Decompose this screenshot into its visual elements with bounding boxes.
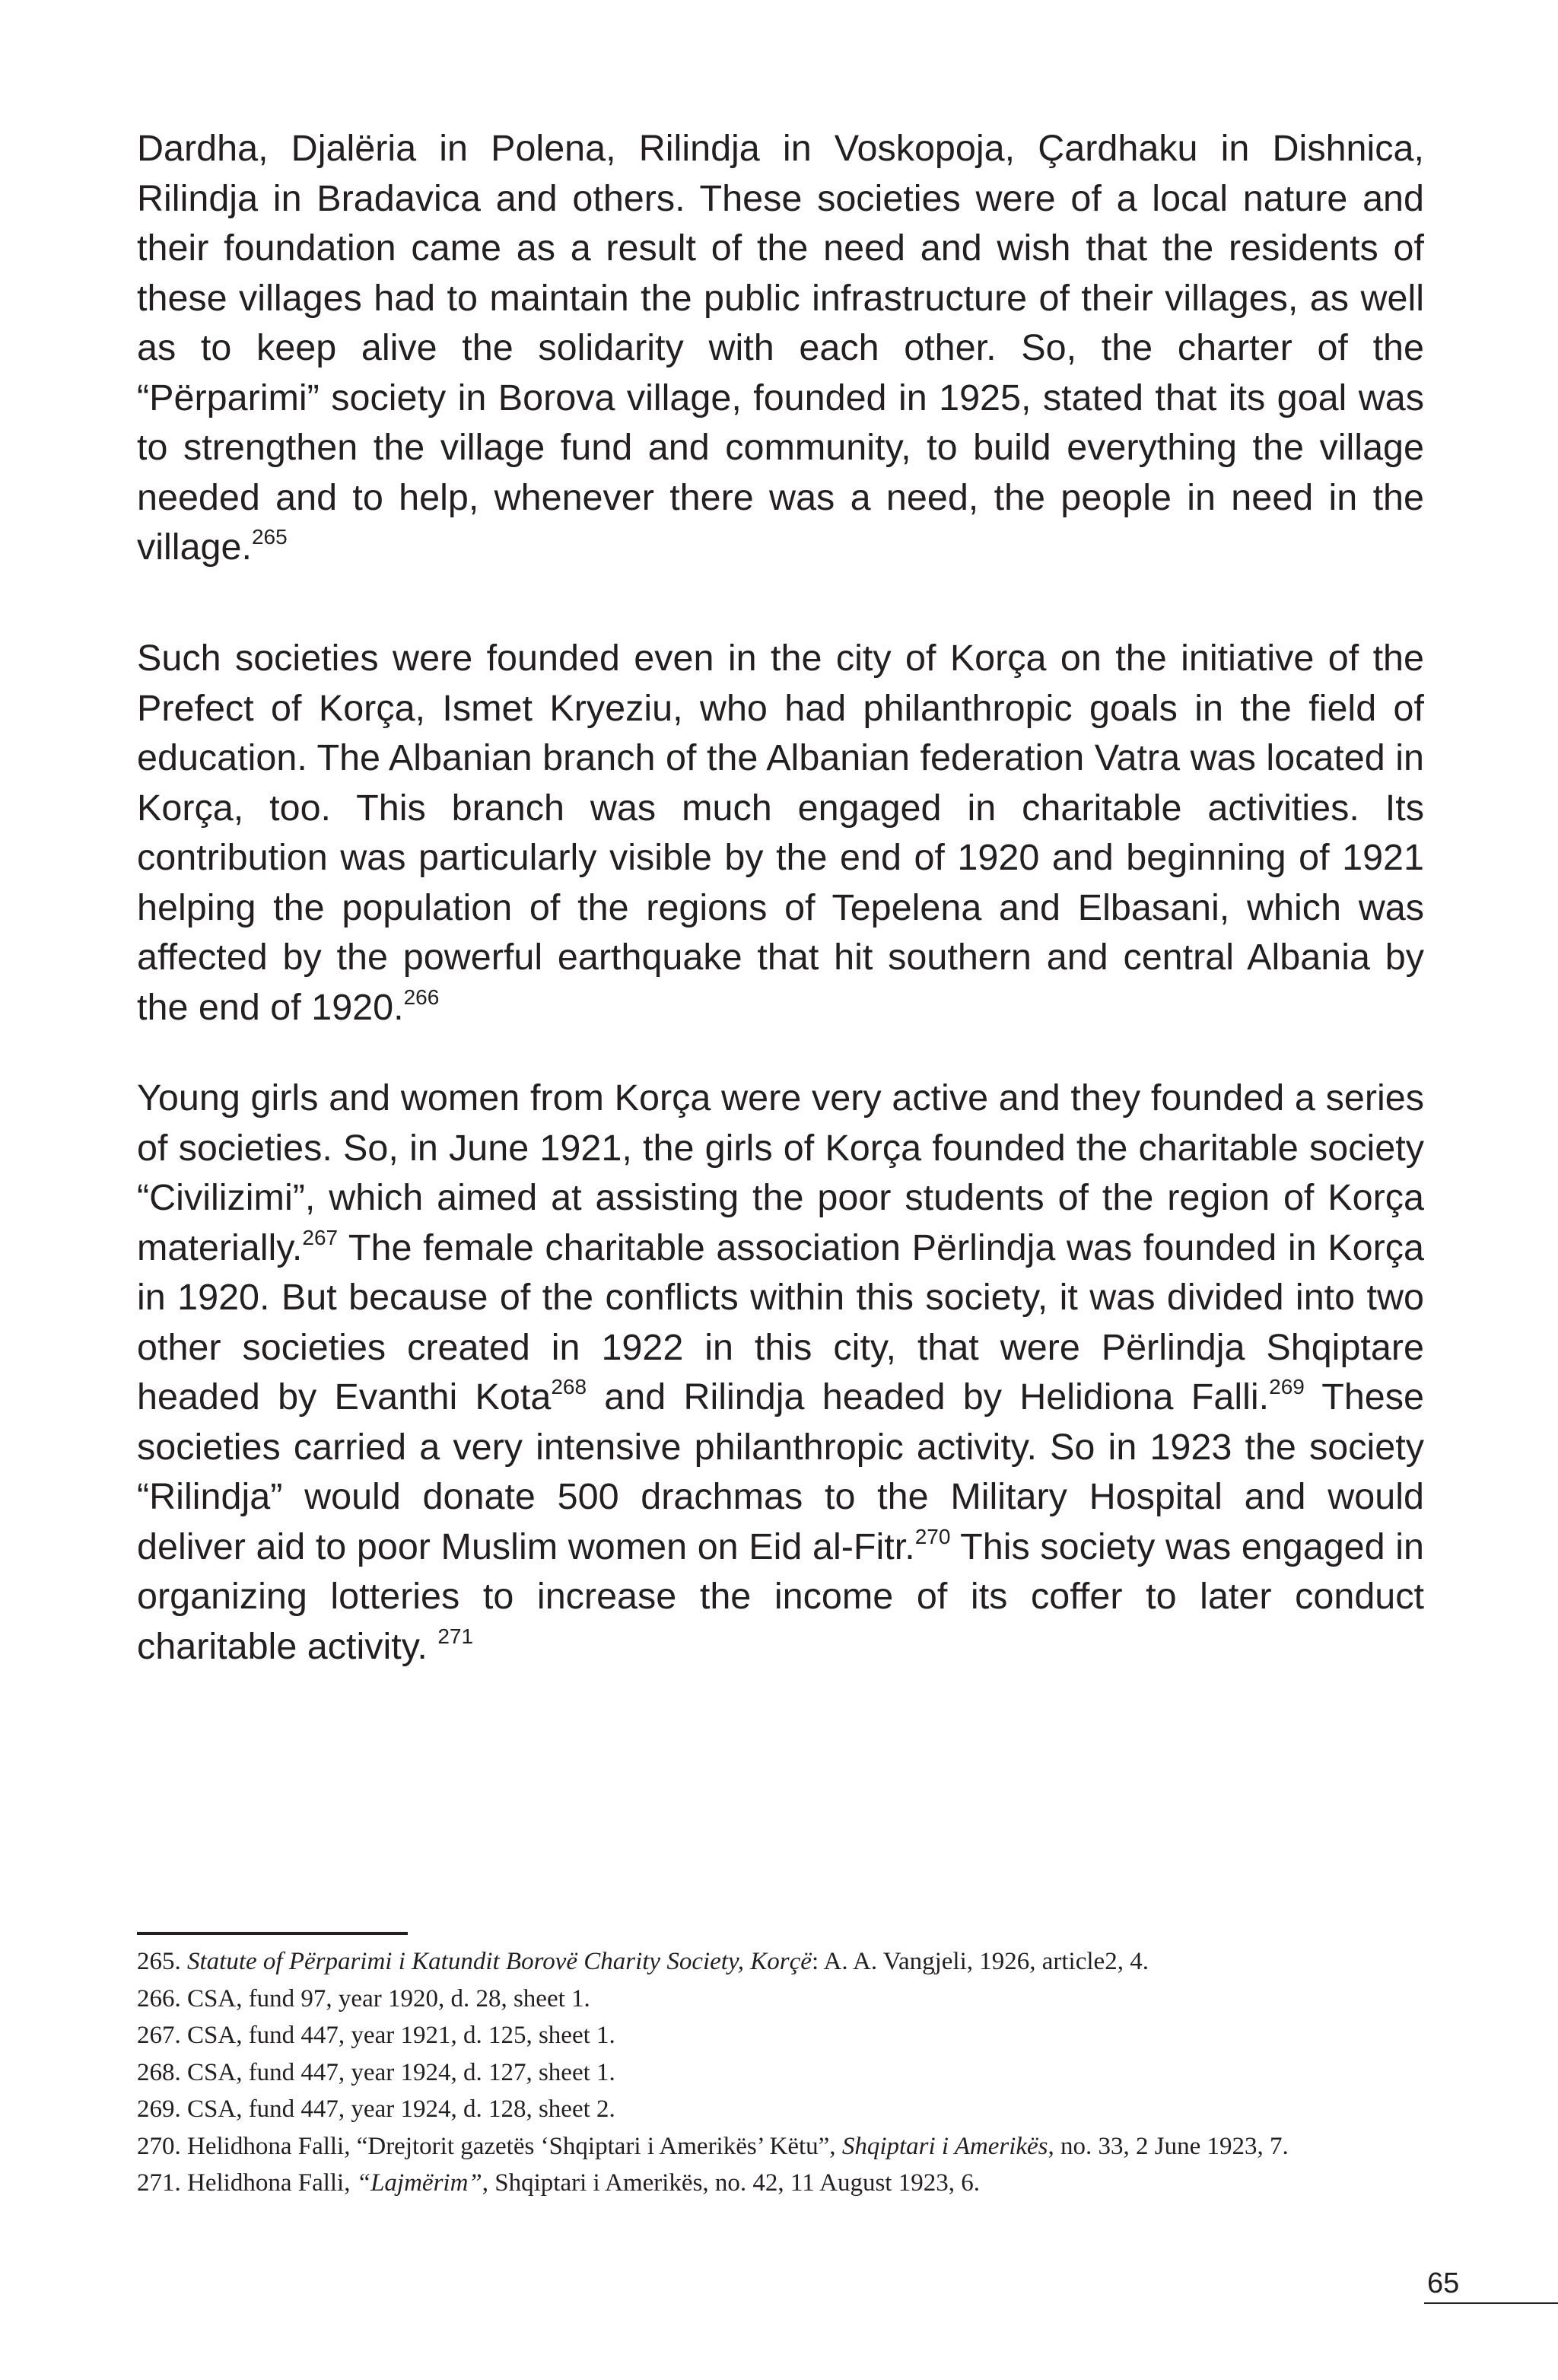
paragraph-segment: Young girls and women from Korça were very active and they founded a series of societies. So, in June 1921, the girls of Korça founded the charitable society “Civilizimi”, which aimed at assisting the poor students of the region of Korça materially. xyxy=(137,1077,1424,1268)
paragraph-segment: Such societies were founded even in the city of Korça on the initiative of the Prefect of Korça, Ismet Kryeziu, who had philanthropic goals in the field of education. The Albanian branch of the Albanian federation Vatra was located in Korça, too. This branch was much engaged in charitable activities. Its contribution was particularly visible by the end of 1920 and beginning of 1921 helping the population of the regions of Tepelena and Elbasani, which was affected by the powerful earthquake that hit southern and central Albania by the end of 1920. xyxy=(137,638,1424,1028)
footnote-reference: 269 xyxy=(1269,1375,1305,1398)
paragraph-segment: These societies carried a very intensive philanthropic activity. So in 1923 the society “Rilindja” would donate 500 drachmas to the Military Hospital and would deliver aid to poor Muslim women on Eid al-Fitr. xyxy=(137,1376,1425,1567)
footnote xyxy=(137,2128,1430,2165)
footnote-text: , no. 33, 2 June 1923, 7. xyxy=(1048,2132,1289,2160)
footnote-number: 268. xyxy=(137,2058,181,2086)
footnote-text: Statute of Përparimi i Katundit Borovë Charity Society, Korçë xyxy=(187,1948,812,1975)
page-number: 65 xyxy=(1427,2267,1460,2299)
footnote-text: Shqiptari i Amerikës xyxy=(841,2132,1048,2160)
footnote-text: CSA, fund 447, year 1924, d. 127, sheet 1. xyxy=(187,2058,615,2086)
page-number-rule xyxy=(1424,2302,1558,2304)
footnote xyxy=(137,2017,1430,2054)
footnote-number: 270. xyxy=(137,2132,181,2160)
paragraph-segment: Dardha, Djalëria in Polena, Rilindja in Voskopoja, Çardhaku in Dishnica, Rilindja in Bradavica and others. These societies were of a local nature and their foundation came as a result of the need and wish that the residents of these villages had to maintain the public infrastructure of their villages, as well as to keep alive the solidarity with each other. So, the charter of the “Përparimi” society in Borova village, founded in 1925, stated that its goal was to strengthen the village fund and community, to build everything the village needed and to help, whenever there was a need, the people in need in the village. xyxy=(137,128,1424,568)
footnote-text: CSA, fund 97, year 1920, d. 28, sheet 1. xyxy=(187,1984,590,2013)
paragraph-segment: This society was engaged in organizing lotteries to increase the income of its coffer to later conduct charitable activity. xyxy=(137,1526,1424,1667)
paragraph-text xyxy=(137,124,1424,573)
paragraph-segment: and Rilindja headed by Helidiona Falli. xyxy=(587,1376,1270,1418)
footnote-text: Helidhona Falli, xyxy=(187,2169,357,2197)
paragraph-text xyxy=(137,1074,1424,1672)
footnote xyxy=(137,2091,1430,2128)
footnote-reference: 266 xyxy=(403,985,440,1009)
footnote-reference: 265 xyxy=(251,525,288,549)
footnote-number: 271. xyxy=(137,2169,181,2197)
body-paragraph-2 xyxy=(137,634,1424,1032)
paragraph-text xyxy=(137,634,1424,1032)
footnote xyxy=(137,2054,1430,2092)
footnote-number: 265. xyxy=(137,1948,181,1975)
footnote-text: : A. A. Vangjeli, 1926, article2, 4. xyxy=(811,1948,1149,1975)
footnote-text: “Lajmërim” xyxy=(356,2169,482,2197)
footnotes xyxy=(137,1943,1430,2202)
body-paragraph-3 xyxy=(137,1074,1424,1672)
footnote-text: , Shqiptari i Amerikës, no. 42, 11 August 1923, 6. xyxy=(482,2169,980,2197)
footnote-reference: 268 xyxy=(551,1375,587,1398)
footnote-separator xyxy=(137,1932,408,1935)
footnote-reference: 267 xyxy=(302,1225,339,1249)
footnote xyxy=(137,1981,1430,2018)
footnote-number: 266. xyxy=(137,1984,181,2013)
body-paragraph-1 xyxy=(137,124,1424,573)
footnote-text: CSA, fund 447, year 1924, d. 128, sheet 2. xyxy=(187,2095,615,2123)
footnote-text: Helidhona Falli, “Drejtorit gazetës ‘Shqiptari i Amerikës’ Këtu”, xyxy=(187,2132,842,2160)
footnote-reference: 271 xyxy=(437,1624,474,1648)
footnote-text: CSA, fund 447, year 1921, d. 125, sheet 1. xyxy=(187,2022,615,2049)
footnote xyxy=(137,1943,1430,1981)
footnote xyxy=(137,2165,1430,2202)
footnote-number: 267. xyxy=(137,2022,181,2049)
footnote-reference: 270 xyxy=(914,1524,951,1548)
paragraph-segment: The female charitable association Përlindja was founded in Korça in 1920. But because of the conflicts within this society, it was divided into two other societies created in 1922 in this city, that were Përlindja Shqiptare headed by Evanthi Kota xyxy=(137,1227,1424,1418)
footnote-number: 269. xyxy=(137,2095,181,2123)
